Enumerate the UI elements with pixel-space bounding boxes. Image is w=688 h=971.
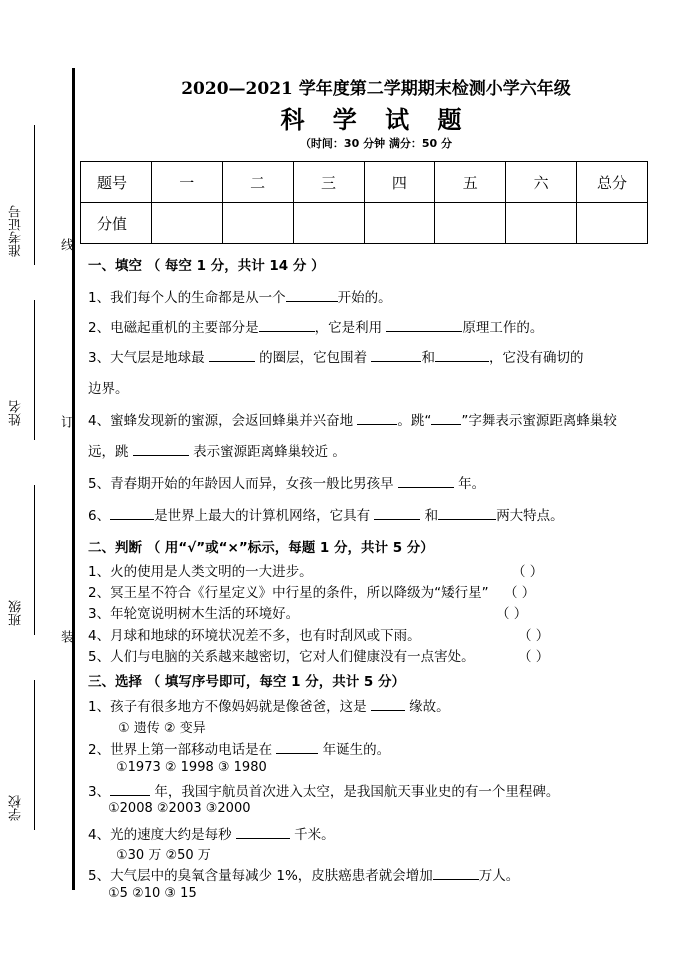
section-3-title: 三、选择 （ 填写序号即可，每空 1 分，共计 5 分） bbox=[88, 674, 405, 690]
exam-info: （时间：30 分钟 满分：50 分 bbox=[299, 137, 453, 150]
judge-answer-4[interactable]: （ ） bbox=[518, 628, 550, 644]
score-header-cell: 题号 bbox=[81, 162, 152, 203]
answer-blank[interactable] bbox=[386, 319, 462, 332]
choice-options-1: ① 遗传 ② 变异 bbox=[118, 721, 206, 736]
choice-options-5: ①5 ②10 ③ 15 bbox=[108, 886, 197, 901]
score-header-cell: 一 bbox=[151, 162, 222, 203]
score-header-cell: 二 bbox=[222, 162, 293, 203]
score-header-cell: 六 bbox=[506, 162, 577, 203]
name-field[interactable] bbox=[34, 300, 35, 440]
choice-options-2: ①1973 ② 1998 ③ 1980 bbox=[116, 760, 267, 775]
choice-question-4: 4、光的速度大约是每秒 千米。 bbox=[88, 827, 335, 843]
score-cell[interactable] bbox=[364, 203, 435, 244]
score-cell[interactable] bbox=[151, 203, 222, 244]
answer-blank[interactable] bbox=[357, 412, 397, 425]
answer-blank[interactable] bbox=[236, 826, 290, 839]
binding-mark-bind: 装 bbox=[58, 630, 73, 643]
score-header-cell: 四 bbox=[364, 162, 435, 203]
fill-question-4: 4、蜜蜂发现新的蜜源，会返回蜂巢并兴奋地 。跳“ ”字舞表示蜜源距离蜂巢较 bbox=[88, 413, 617, 429]
judge-question-3: 3、年轮宽说明树木生活的环境好。 bbox=[88, 606, 300, 622]
judge-question-1: 1、火的使用是人类文明的一大进步。 bbox=[88, 564, 313, 580]
answer-blank[interactable] bbox=[276, 741, 318, 754]
answer-blank[interactable] bbox=[374, 507, 420, 520]
fill-question-4-cont: 远，跳 表示蜜源距离蜂巢较近 。 bbox=[88, 444, 346, 460]
fill-question-2: 2、电磁起重机的主要部分是 ，它是利用 原理工作的。 bbox=[88, 320, 544, 336]
answer-blank[interactable] bbox=[438, 507, 496, 520]
answer-blank[interactable] bbox=[209, 349, 255, 362]
answer-blank[interactable] bbox=[371, 349, 421, 362]
class-field[interactable] bbox=[34, 485, 35, 635]
score-cell[interactable] bbox=[577, 203, 648, 244]
answer-blank[interactable] bbox=[286, 289, 338, 302]
binding-margin-line bbox=[72, 68, 75, 890]
fill-question-3: 3、大气层是地球最 的圈层，它包围着 和 ，它没有确切的 bbox=[88, 350, 584, 366]
school-field[interactable] bbox=[34, 680, 35, 830]
choice-question-3: 3、 年，我国宇航员首次进入太空，是我国航天事业史的有一个里程碑。 bbox=[88, 784, 560, 800]
fill-question-5: 5、青春期开始的年龄因人而异，女孩一般比男孩早 年。 bbox=[88, 476, 486, 492]
fill-question-1: 1、我们每个人的生命都是从一个 开始的。 bbox=[88, 290, 392, 306]
choice-question-5: 5、大气层中的臭氧含量每减少 1%，皮肤癌患者就会增加 万人。 bbox=[88, 868, 520, 884]
score-cell[interactable] bbox=[293, 203, 364, 244]
judge-question-4: 4、月球和地球的环境状况差不多，也有时刮风或下雨。 bbox=[88, 628, 421, 644]
choice-question-1: 1、孩子有很多地方不像妈妈就是像爸爸，这是 缘故。 bbox=[88, 699, 450, 715]
class-label: 班级 bbox=[9, 600, 24, 626]
name-label: 姓名 bbox=[9, 400, 24, 426]
score-row-label: 分值 bbox=[81, 203, 152, 244]
section-1-title: 一、填空 （ 每空 1 分，共计 14 分 ） bbox=[88, 258, 325, 274]
binding-mark-staple: 订 bbox=[58, 415, 73, 428]
exam-heading: 2020—2021 学年度第二学期期末检测小学六年级 bbox=[181, 79, 571, 99]
fill-question-6: 6、 是世界上最大的计算机网络，它具有 和 两大特点。 bbox=[88, 508, 564, 524]
score-cell[interactable] bbox=[435, 203, 506, 244]
answer-blank[interactable] bbox=[259, 319, 315, 332]
answer-blank[interactable] bbox=[433, 867, 479, 880]
score-header-cell: 三 bbox=[293, 162, 364, 203]
answer-blank[interactable] bbox=[435, 349, 489, 362]
school-label: 学校 bbox=[9, 795, 24, 821]
score-table-header-row bbox=[81, 162, 648, 203]
section-2-title: 二、判断 （ 用“√”或“×”标示，每题 1 分，共计 5 分） bbox=[88, 540, 434, 556]
answer-blank[interactable] bbox=[371, 698, 405, 711]
judge-answer-2[interactable]: （ ） bbox=[504, 585, 536, 601]
score-header-cell: 总分 bbox=[577, 162, 648, 203]
score-table-value-row bbox=[81, 203, 648, 244]
answer-blank[interactable] bbox=[133, 443, 189, 456]
judge-answer-5[interactable]: （ ） bbox=[518, 649, 550, 665]
page-title: 科 学 试 题 bbox=[280, 105, 472, 134]
choice-options-4: ①30 万 ②50 万 bbox=[116, 848, 211, 863]
answer-blank[interactable] bbox=[431, 412, 461, 425]
fill-question-3-cont: 边界。 bbox=[88, 381, 129, 397]
binding-mark-line: 线 bbox=[58, 238, 73, 251]
answer-blank[interactable] bbox=[398, 475, 454, 488]
choice-question-2: 2、世界上第一部移动电话是在 年诞生的。 bbox=[88, 742, 391, 758]
judge-answer-1[interactable]: （ ） bbox=[512, 564, 544, 580]
answer-blank[interactable] bbox=[110, 783, 150, 796]
judge-question-2: 2、冥王星不符合《行星定义》中行星的条件，所以降级为“矮行星” bbox=[88, 585, 489, 601]
score-cell[interactable] bbox=[222, 203, 293, 244]
score-table bbox=[80, 161, 648, 244]
score-cell[interactable] bbox=[506, 203, 577, 244]
exam-number-label: 准考证号 bbox=[9, 205, 24, 257]
choice-options-3: ①2008 ②2003 ③2000 bbox=[108, 801, 251, 816]
judge-question-5: 5、人们与电脑的关系越来越密切，它对人们健康没有一点害处。 bbox=[88, 649, 475, 665]
judge-answer-3[interactable]: （ ） bbox=[496, 606, 528, 622]
exam-number-field[interactable] bbox=[34, 125, 35, 265]
answer-blank[interactable] bbox=[110, 507, 154, 520]
score-header-cell: 五 bbox=[435, 162, 506, 203]
